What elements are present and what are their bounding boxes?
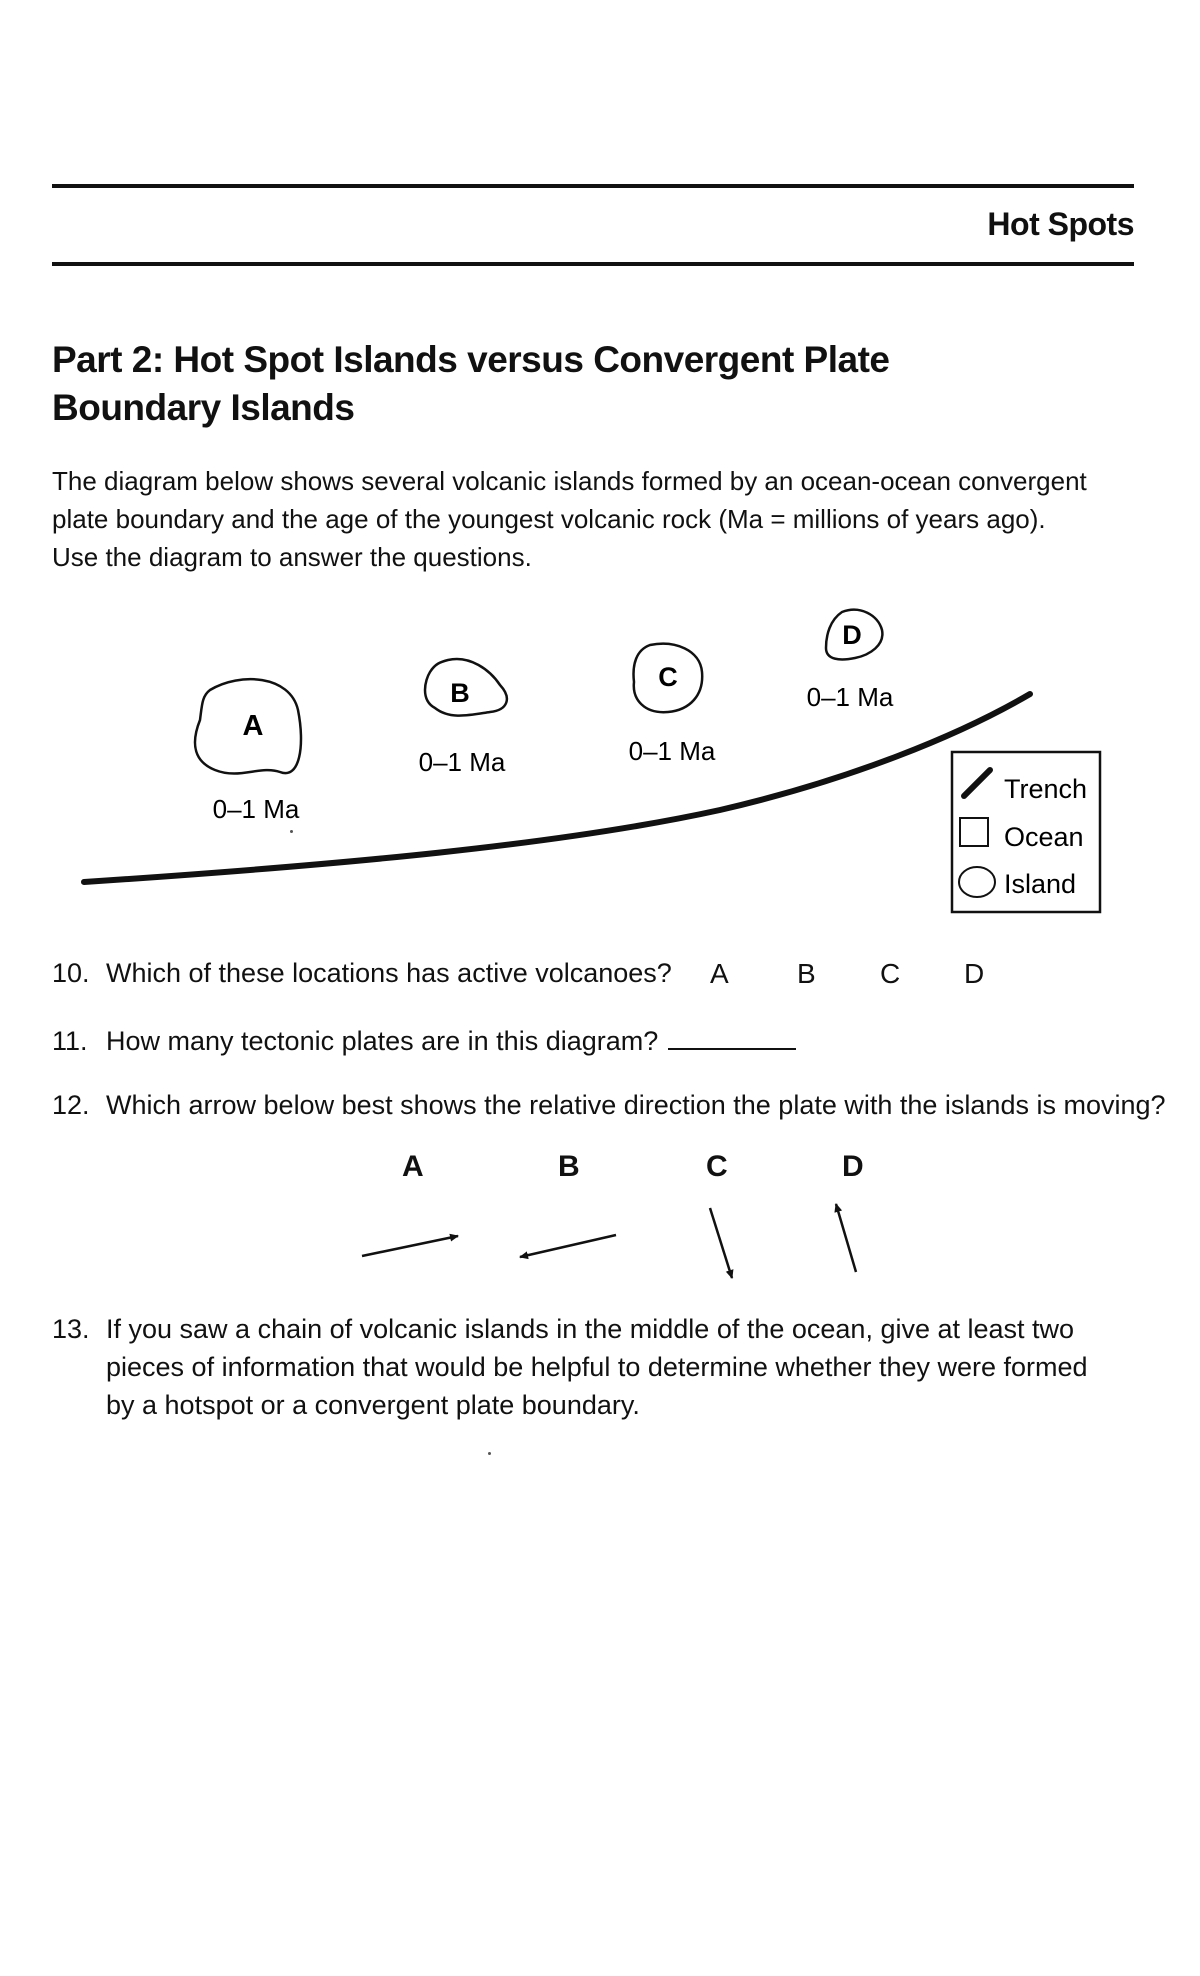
question-13: [52, 1310, 1102, 1424]
question-11-text: How many tectonic plates are in this diagram?: [106, 1026, 659, 1056]
header-rule-top: [52, 184, 1134, 188]
part-title: Part 2: Hot Spot Islands versus Convergent Plate Boundary Islands: [52, 339, 890, 428]
island-a-label: A: [242, 710, 264, 742]
question-12-text: Which arrow below best shows the relative direction the plate with the islands is moving?: [106, 1090, 1166, 1120]
question-10-text: Which of these locations has active volcanoes?: [106, 958, 672, 988]
question-12: [52, 1090, 1166, 1121]
island-c-age: 0–1 Ma: [628, 736, 716, 766]
q10-choice-d[interactable]: D: [964, 958, 985, 989]
section-header: Hot Spots: [987, 206, 1134, 242]
legend-ocean-label: Ocean: [1004, 822, 1084, 852]
island-c: [629, 644, 716, 766]
island-d-label: D: [842, 620, 862, 650]
arrow-c-down-icon: [710, 1208, 732, 1278]
legend: [952, 752, 1100, 912]
question-11: [52, 1024, 796, 1057]
arrow-d-up-icon: [836, 1204, 856, 1272]
island-b-label: B: [450, 678, 470, 708]
island-a: [195, 679, 301, 824]
question-11-answer-blank[interactable]: [668, 1024, 796, 1050]
question-11-number: 11.: [52, 1026, 88, 1056]
arrow-b-left-icon: [520, 1235, 616, 1257]
q10-choice-a[interactable]: A: [710, 958, 729, 989]
question-13-number: 13.: [52, 1314, 90, 1344]
question-13-text: If you saw a chain of volcanic islands in the middle of the ocean, give at least two pieces of information that would be helpful to determine whether they were formed by a hotspot or a convergent plate boundary.: [106, 1314, 1088, 1420]
q10-choice-c[interactable]: C: [880, 958, 901, 989]
trench-line: [84, 694, 1030, 882]
scan-speck: [290, 830, 293, 833]
island-b-age: 0–1 Ma: [418, 747, 506, 777]
intro-paragraph: The diagram below shows several volcanic islands formed by an ocean-ocean convergent plate boundary and the age of the youngest volcanic rock (Ma = millions of years ago). Use the diagram to answer the questions.: [52, 466, 1087, 572]
island-d-age: 0–1 Ma: [806, 682, 894, 712]
arrow-a-right-icon: [362, 1236, 458, 1256]
island-c-label: C: [658, 662, 678, 692]
q12-arrows: [0, 1190, 1200, 1290]
question-10: [52, 958, 672, 989]
q12-arrow-d-label[interactable]: D: [842, 1150, 864, 1183]
legend-island-label: Island: [1004, 869, 1077, 899]
scan-speck: [488, 1452, 491, 1455]
header-rule-bottom: [52, 262, 1134, 266]
q10-choice-b[interactable]: B: [797, 958, 816, 989]
question-12-number: 12.: [52, 1090, 90, 1120]
q12-arrow-a-label[interactable]: A: [402, 1150, 424, 1183]
island-d: [807, 610, 894, 712]
question-10-number: 10.: [52, 958, 90, 988]
island-diagram: [0, 590, 1200, 930]
q12-arrow-b-label[interactable]: B: [558, 1150, 580, 1183]
q12-arrow-c-label[interactable]: C: [706, 1150, 728, 1183]
legend-trench-label: Trench: [1004, 774, 1088, 804]
island-b: [419, 659, 507, 777]
island-a-age: 0–1 Ma: [212, 794, 300, 824]
